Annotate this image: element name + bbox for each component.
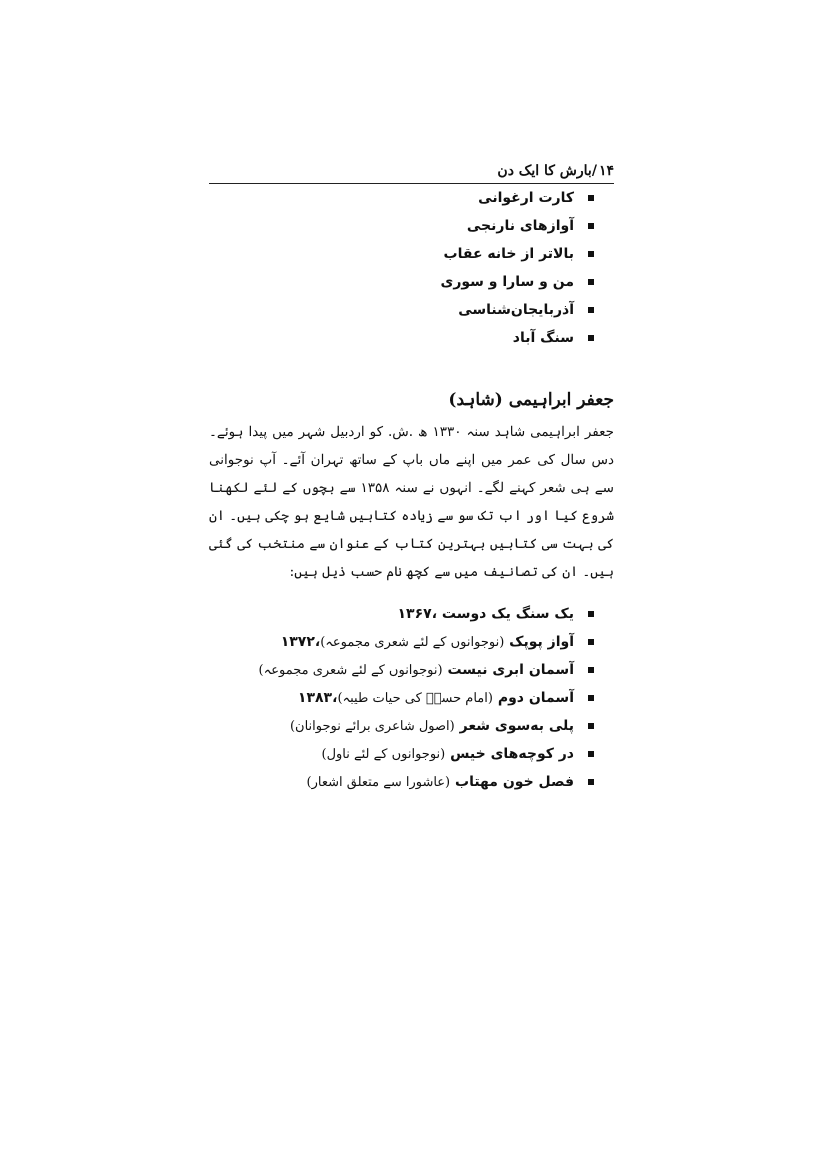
list-item bbox=[209, 684, 614, 712]
book-year: ،۱۳۷۲ bbox=[280, 633, 321, 650]
book-title-text: پلی به‌سوی شعر bbox=[459, 717, 574, 734]
book-year: ،۱۳۶۷ bbox=[397, 605, 438, 622]
book-title-text: آسمان ابری نیست bbox=[447, 661, 574, 678]
list-item bbox=[209, 184, 614, 212]
book-note: (نوجوانوں کے لئے شعری مجموعہ) bbox=[258, 662, 443, 678]
list-item bbox=[209, 268, 614, 296]
book-title-text: آذربایجان‌شناسی bbox=[458, 302, 574, 318]
list-item bbox=[209, 656, 614, 684]
book-title-text: آسمان دوم bbox=[497, 689, 574, 706]
book-note: (عاشورا سے متعلق اشعار) bbox=[306, 774, 451, 790]
book-title-text: فصل خون مهتاب bbox=[455, 773, 574, 790]
list-item bbox=[209, 740, 614, 768]
book-list-2 bbox=[209, 600, 614, 796]
list-item bbox=[209, 324, 614, 352]
bullet-icon bbox=[588, 611, 594, 617]
header-separator: / bbox=[591, 163, 597, 179]
biography-paragraph: جعفر ابراہیمی شاہد سنہ ۱۳۳۰ ھ .ش. کو اردبیل شہر میں پیدا ہوئے۔ دس سال کی عمر میں اپنے ماں باپ کے ساتھ تہران آئے۔ آپ نوجوانی سے ہی شعر کہنے لگے۔ انہوں نے سنہ ۱۳۵۸ سے بچوں کے لئے لکھنا شروع کیا اور اب تک سو سے زیادہ کتابیں شایع ہو چکی ہیں۔ ان کی بہت سی کتابیں بہترین کتاب کے عنوان سے منتخب کی گئی ہیں۔ ان کی تصانیف میں سے کچھ نام حسب ذیل ہیں: bbox=[209, 424, 614, 580]
book-list-1 bbox=[209, 184, 614, 352]
book-year: ،۱۳۸۳ bbox=[297, 689, 338, 706]
book-note: (اصول شاعری برائے نوجوانان) bbox=[289, 718, 455, 734]
list-item bbox=[209, 296, 614, 324]
book-title-text: کارت ارغوانی bbox=[478, 190, 574, 206]
bullet-icon bbox=[588, 667, 594, 673]
book-title-text: در کوچه‌های خیس bbox=[450, 745, 574, 762]
book-note: (امام حسنؑ کی حیات طیبہ) bbox=[337, 690, 493, 706]
list-item bbox=[209, 768, 614, 796]
section-heading: جعفر ابراہیمی (شاہد) bbox=[448, 390, 614, 410]
bullet-icon bbox=[588, 751, 594, 757]
bullet-icon bbox=[588, 779, 594, 785]
bullet-icon bbox=[588, 695, 594, 701]
bullet-icon bbox=[588, 279, 594, 285]
list-item bbox=[209, 628, 614, 656]
page-number: ۱۴ bbox=[598, 163, 614, 179]
bullet-icon bbox=[588, 307, 594, 313]
running-head bbox=[209, 150, 614, 184]
list-item bbox=[209, 712, 614, 740]
list-item bbox=[209, 600, 614, 628]
book-title-text: آواز پوپک bbox=[509, 633, 574, 650]
book-title-text: بالاتر از خانه عقاب bbox=[443, 246, 574, 262]
bullet-icon bbox=[588, 723, 594, 729]
list-item bbox=[209, 240, 614, 268]
book-title-text: من و سارا و سوری bbox=[440, 274, 574, 290]
book-title-text: یک سنگ یک دوست bbox=[441, 605, 574, 622]
book-note: (نوجوانوں کے لئے شعری مجموعہ) bbox=[320, 634, 505, 650]
book-note: (نوجوانوں کے لئے ناول) bbox=[321, 746, 446, 762]
book-title: بارش کا ایک دن bbox=[497, 163, 592, 179]
bullet-icon bbox=[588, 335, 594, 341]
book-title-text: آوازهای نارنجی bbox=[466, 218, 574, 234]
document-page bbox=[209, 150, 614, 796]
bullet-icon bbox=[588, 195, 594, 201]
bullet-icon bbox=[588, 223, 594, 229]
bullet-icon bbox=[588, 251, 594, 257]
book-title-text: سنگ آباد bbox=[512, 330, 574, 346]
bullet-icon bbox=[588, 639, 594, 645]
list-item bbox=[209, 212, 614, 240]
